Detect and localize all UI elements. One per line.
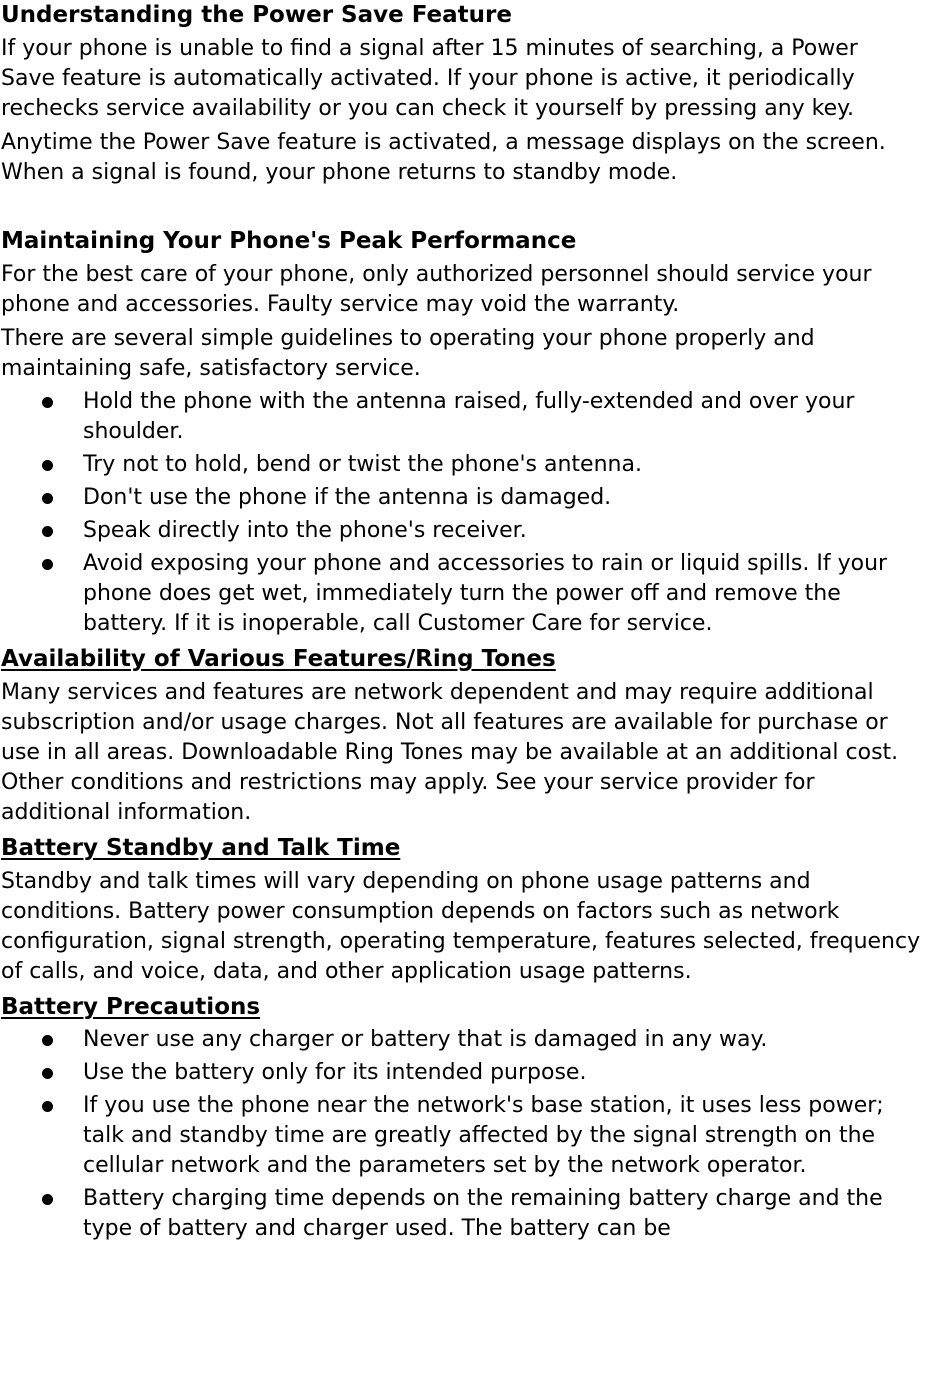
power-save-paragraph-2: Anytime the Power Save feature is activated, a message displays on the screen. When a signal is found, your phone returns to standby mode.	[1, 130, 886, 185]
heading-availability: Availability of Various Features/Ring Tones	[1, 646, 556, 672]
list-item: Use the battery only for its intended purpose.	[1, 1058, 921, 1088]
bullet-icon	[42, 559, 53, 570]
bullet-icon	[42, 1068, 53, 1079]
list-item: Avoid exposing your phone and accessories to rain or liquid spills. If your phone does get wet, immediately turn the power off and remove the battery. If it is inoperable, call Customer Care for service.	[1, 549, 921, 639]
heading-battery-standby: Battery Standby and Talk Time	[1, 835, 401, 861]
peak-performance-list	[1, 387, 921, 639]
list-item: Battery charging time depends on the remaining battery charge and the type of battery and charger used. The battery can be	[1, 1184, 921, 1244]
list-item: Hold the phone with the antenna raised, fully-extended and over your shoulder.	[1, 387, 921, 447]
bullet-icon	[42, 493, 53, 504]
bullet-icon	[42, 526, 53, 537]
heading-battery-precautions: Battery Precautions	[1, 994, 261, 1020]
document-page	[1, 0, 929, 1244]
peak-performance-paragraph-1: For the best care of your phone, only authorized personnel should service your phone and accessories. Faulty service may void the warranty.	[1, 262, 872, 317]
list-item: Never use any charger or battery that is damaged in any way.	[1, 1025, 921, 1055]
list-item: Try not to hold, bend or twist the phone's antenna.	[1, 450, 921, 480]
heading-peak-performance: Maintaining Your Phone's Peak Performance	[1, 228, 577, 254]
list-item: Speak directly into the phone's receiver.	[1, 516, 921, 546]
bullet-icon	[42, 460, 53, 471]
bullet-icon	[42, 1035, 53, 1046]
list-item: Don't use the phone if the antenna is damaged.	[1, 483, 921, 513]
bullet-icon	[42, 397, 53, 408]
heading-power-save: Understanding the Power Save Feature	[1, 2, 512, 28]
bullet-icon	[42, 1101, 53, 1112]
bullet-icon	[42, 1194, 53, 1205]
power-save-paragraph-1: If your phone is unable to find a signal after 15 minutes of searching, a Power Save feature is automatically activated. If your phone is active, it periodically rechecks service availability or you can check it yourself by pressing any key.	[1, 36, 858, 121]
battery-standby-paragraph: Standby and talk times will vary depending on phone usage patterns and conditions. Battery power consumption depends on factors such as network configuration, signal strength, operating temperature, features selected, frequency of calls, and voice, data, and other application usage patterns.	[1, 869, 921, 984]
list-item: If you use the phone near the network's base station, it uses less power; talk and standby time are greatly affected by the signal strength on the cellular network and the parameters set by the network operator.	[1, 1091, 921, 1181]
peak-performance-paragraph-2: There are several simple guidelines to operating your phone properly and maintaining safe, satisfactory service.	[1, 326, 815, 381]
battery-precautions-list	[1, 1025, 921, 1244]
availability-paragraph: Many services and features are network dependent and may require additional subscription and/or usage charges. Not all features are available for purchase or use in all areas. Downloadable Ring Tones may be available at an additional cost. Other conditions and restrictions may apply. See your service provider for additional information.	[1, 680, 899, 825]
